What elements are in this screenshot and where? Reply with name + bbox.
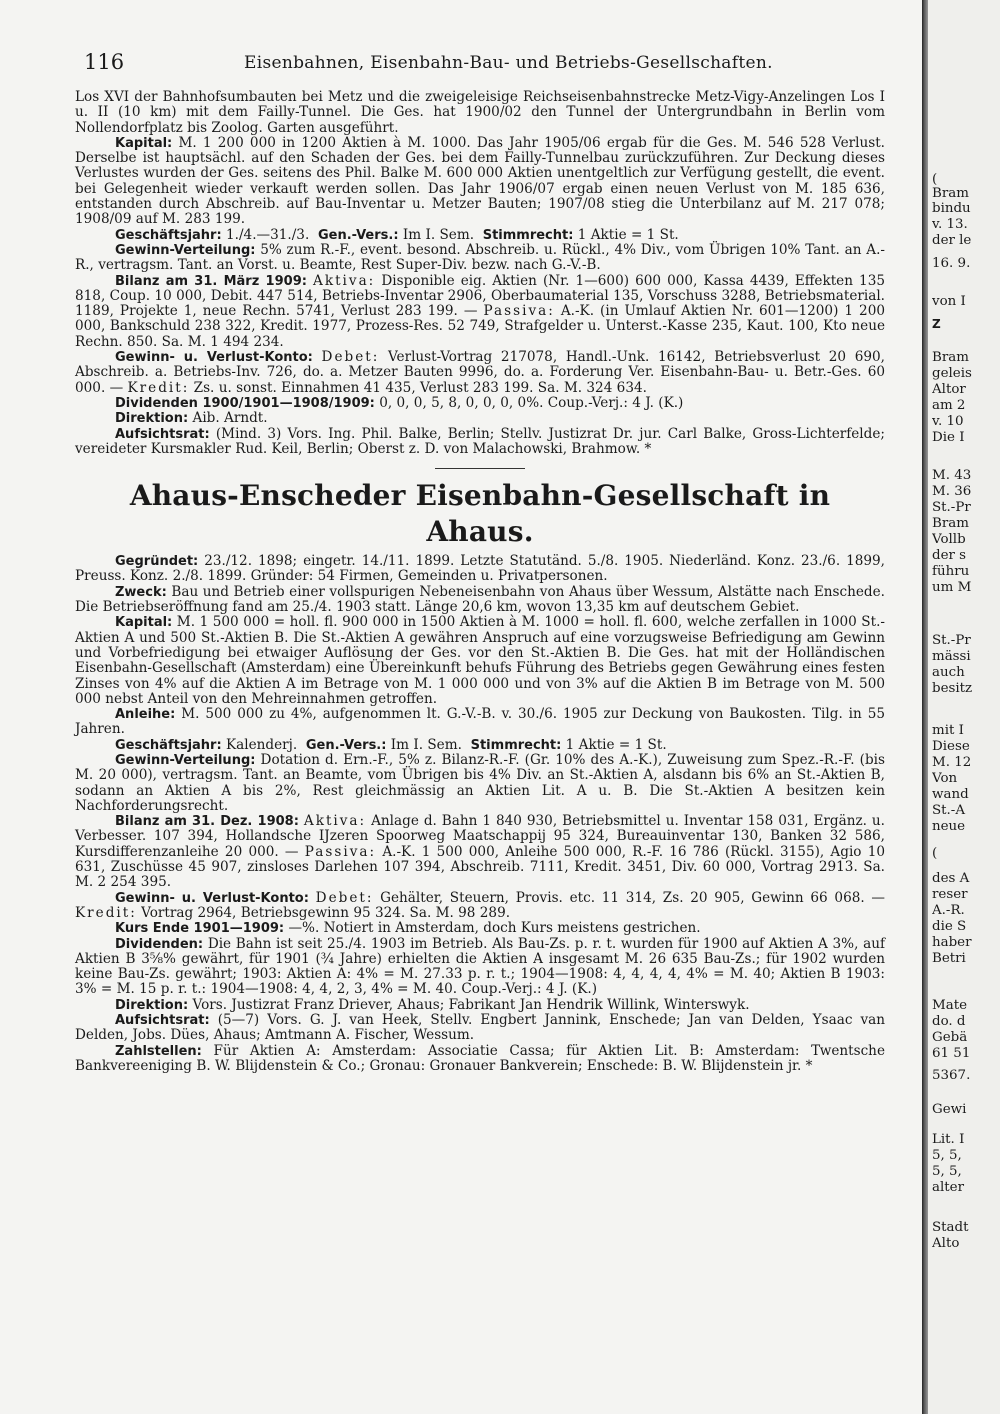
prev-dividenden (75, 396, 885, 411)
prev-guv (75, 350, 885, 396)
aktiva-word: Aktiva: (303, 813, 367, 830)
value: Gehälter, Steuern, Provis. etc. 11 314, Zs. 20 905, Gewinn 66 068. — (380, 889, 886, 906)
page-header (84, 50, 904, 82)
facing-fragment: ( (932, 846, 938, 861)
facing-fragment: neue (932, 819, 966, 834)
value: 5% zum R.-F., event. besond. Abschreib. u. Rückl., 4% Div., vom Übrigen 10% Tant. an A.-R., vertragsm. Tant. an Vorst. u. Beamte, Rest Super-Div. bezw. nach G.-V.-B. (75, 241, 885, 274)
value: Dotation d. Ern.-F., 5% z. Bilanz-R.-F. (Gr. 10% des A.-K.), Zuweisung zum Spez.-R.-F. (bis M. 20 000), vertragsm. Tant. an Beamte, vom Übrigen bis 4% Div. an St.-Aktien A, alsdann bis 6% an St.-Aktien B, sodann an Aktien A bis 2%, Rest gleichmässig an Aktien Lit. A u. B. Die St.-Aktien A besitzen kein Nachforderungsrecht. (75, 751, 885, 814)
facing-fragment: am 2 (932, 398, 966, 413)
facing-fragment: um M (932, 580, 972, 595)
kurs (75, 921, 885, 936)
label: Gegründet: (115, 554, 199, 570)
main-column (75, 90, 885, 1074)
facing-fragment: mässi (932, 649, 971, 664)
passiva-word: Passiva: (304, 843, 377, 860)
value: Zs. u. sonst. Einnahmen 41 435, Verlust 283 199. Sa. M. 324 634. (193, 379, 647, 396)
facing-fragment: Stadt (932, 1220, 969, 1235)
value: 1 Aktie = 1 St. (577, 226, 679, 243)
facing-fragment: von I (932, 294, 966, 309)
facing-fragment: Mate (932, 998, 968, 1013)
value: A.-K. 1 500 000, Anleihe 500 000, R.-F. 16 786 (Rückl. 3155), Agio 10 631, Zuschüsse 45 907, zinsloses Darlehen 107 394, Abschreib. 7111, Kredit. 3451, Div. 60 000, Vortrag 2913. Sa. M. 2 254 395. (75, 843, 886, 891)
value: 1./4.—31./3. (226, 226, 310, 243)
value: Anlage d. Bahn 1 840 930, Betriebsmittel u. Inventar 158 031, Ergänz. u. Verbesser. 107 394, Hollandsche IJzeren Spoorweg Maatschappij 95 324, Bureauinventar 130, Banken 32 586, Kursdifferenzanleihe 20 000. — (75, 813, 885, 860)
facing-fragment: Gewi (932, 1102, 967, 1117)
debet-word: Debet: (315, 889, 374, 906)
facing-fragment: reser (932, 887, 968, 902)
facing-fragment: alter (932, 1180, 964, 1195)
label: Zweck: (115, 584, 167, 600)
label: Aufsichtsrat: (115, 426, 210, 442)
label: Direktion: (115, 997, 189, 1013)
value: Vors. Justizrat Franz Driever, Ahaus; Fabrikant Jan Hendrik Willink, Winterswyk. (192, 996, 750, 1013)
value: 1 Aktie = 1 St. (565, 736, 667, 753)
facing-fragment: M. 36 (932, 484, 972, 499)
facing-fragment: Von (932, 771, 958, 786)
value: —%. Notiert in Amsterdam, doch Kurs meistens gestrichen. (288, 920, 701, 937)
prev-aufsichtsrat (75, 427, 885, 458)
prev-direktion (75, 411, 885, 426)
direktion (75, 998, 885, 1013)
anleihe (75, 707, 885, 738)
label: Kapital: (115, 135, 173, 151)
label: Bilanz am 31. März 1909: (115, 273, 307, 289)
zahlstellen (75, 1044, 885, 1075)
value: (Mind. 3) Vors. Ing. Phil. Balke, Berlin; Stellv. Justizrat Dr. jur. Carl Balke, Gross-Lichterfelde; vereideter Kursmakler Rud. Keil, Berlin; Oberst z. D. von Malachowski, Brahmow. * (75, 425, 885, 457)
bilanz (75, 814, 885, 890)
facing-fragment: Z (932, 317, 941, 331)
label: Gewinn-Verteilung: (115, 752, 256, 768)
facing-fragment: 16. 9. (932, 256, 971, 271)
facing-fragment: Altor (932, 382, 966, 397)
value: Bau und Betrieb einer vollspurigen Nebeneisenbahn von Ahaus über Wessum, Alstätte nach Enschede. Die Betriebseröffnung fand am 25./4. 1903 statt. Länge 20,6 km, wovon 13,35 km auf deutschem Gebiet. (75, 583, 885, 616)
kapital (75, 615, 885, 707)
facing-fragment: St.-A (932, 803, 966, 818)
value: Im I. Sem. (390, 736, 462, 753)
value: 0, 0, 0, 5, 8, 0, 0, 0, 0%. Coup.-Verj.: 4 J. (K.) (379, 394, 684, 411)
facing-fragment: 5, 5, (932, 1164, 962, 1179)
facing-fragment: M. 12 (932, 755, 972, 770)
prev-bilanz (75, 274, 885, 350)
debet-word: Debet: (321, 349, 380, 366)
value: 23./12. 1898; eingetr. 14./11. 1899. Letzte Statutänd. 5./8. 1905. Niederländ. Konz. 23./6. 1899, Preuss. Konz. 2./8. 1899. Gründer: 54 Firmen, Gemeinden u. Privatpersonen. (75, 553, 886, 585)
kredit-word: Kredit: (75, 904, 137, 921)
value: Im I. Sem. (402, 226, 475, 243)
label: Zahlstellen: (115, 1043, 202, 1059)
facing-fragment: St.-Pr (932, 500, 971, 515)
facing-fragment: 5, 5, (932, 1148, 962, 1163)
guv (75, 891, 885, 922)
value: M. 1 200 000 in 1200 Aktien à M. 1000. Das Jahr 1905/06 ergab für die Ges. M. 546 528 Verlust. Derselbe ist hauptsächl. auf den Schaden der Ges. bei dem Failly-Tunnelbau zurückzuführen. Zur Deckung dieses Verlustes wurden der Ges. seitens des Phil. Balke M. 600 000 Aktien unentgeltlich zur Verfügung gestellt, die event. bei Gelegenheit wieder verkauft werden sollen. Das Jahr 1906/07 ergab einen neuen Verlust von M. 185 636, entstanden durch Abschreib. auf Bau-Inventar u. Metzer Bauten; 1907/08 stieg die Unterbilanz auf M. 217 078; 1908/09 auf M. 283 199. (75, 134, 885, 228)
dividenden (75, 937, 885, 998)
facing-fragment: des A (932, 871, 970, 886)
value: Verlust-Vortrag 217078, Handl.-Unk. 16142, Betriebsverlust 20 690, Abschreib. a. Betriebs-Inv. 726, do. a. Metzer Bauten 9996, do. a. Forderung Ver. Eisenbahn-Bau- u. Betr.-Ges. 60 000. — (75, 349, 885, 396)
prev-intro: Los XVI der Bahnhofsumbauten bei Metz und die zweigeleisige Reichseisenbahnstrecke Metz-Vigy-Anzelingen Los I u. II (10 km) mit dem Failly-Tunnel. Die Ges. hat 1900/02 den Tunnel der Untergrundbahn in Berlin vom Nollendorfplatz bis Zoolog. Garten ausgeführt. (75, 89, 885, 136)
value: Die Bahn ist seit 25./4. 1903 im Betrieb. Als Bau-Zs. p. r. t. wurden für 1900 auf Aktien A 3%, auf Aktien B 3⅝% gewährt, für 1901 (¾ Jahre) erhielten die Aktien A insgesamt M. 26 635 Bau-Zs.; für 1902 wurden keine Bau-Zs. gewährt; 1903: Aktien A: 4% = M. 27.33 p. r. t.; 1904—1908: 4, 4, 4, 4, 4% = M. 40; Aktien B 1903: 3% = M. 15 p. r. t.: 1904—1908: 4, 4, 2, 3, 4% = M. 40. Coup.-Verj.: 4 J. (K.) (75, 935, 885, 998)
prev-gewinn-verteilung (75, 243, 885, 274)
label: Stimmrecht: (470, 737, 562, 753)
facing-fragment: wand (932, 787, 969, 802)
label: Geschäftsjahr: (115, 227, 222, 243)
running-title: Eisenbahnen, Eisenbahn-Bau- und Betriebs-Gesellschaften. (244, 53, 773, 73)
facing-fragment: der le (932, 233, 972, 248)
label: Gewinn- u. Verlust-Konto: (115, 890, 309, 906)
value: M. 500 000 zu 4%, aufgenommen lt. G.-V.-B. v. 30./6. 1905 zur Deckung von Baukosten. Tilg. in 55 Jahren. (75, 706, 885, 738)
facing-fragment: Lit. I (932, 1132, 965, 1147)
value: A.-K. (in Umlauf Aktien Nr. 601—1200) 1 200 000, Bankschuld 238 322, Kredit. 1977, Prozess-Res. 52 749, Strafgelder u. Unterst.-Kasse 235, Kaut. 100, Kto neue Rechn. 850. Sa. M. 1 494 234. (75, 303, 885, 350)
label: Geschäftsjahr: (115, 737, 222, 753)
facing-fragment: führu (932, 564, 970, 579)
facing-fragment: Diese (932, 739, 970, 754)
prev-geschaeftsjahr (75, 228, 885, 243)
aufsichtsrat (75, 1013, 885, 1044)
label: Bilanz am 31. Dez. 1908: (115, 814, 299, 830)
facing-fragment: Bram (932, 186, 969, 201)
value: Aib. Arndt. (192, 410, 268, 427)
label: Dividenden 1900/1901—1908/1909: (115, 395, 375, 411)
label: Kapital: (115, 615, 173, 631)
passiva-word: Passiva: (483, 303, 555, 320)
facing-fragment: v. 13. (932, 217, 968, 232)
value: M. 1 500 000 = holl. fl. 900 000 in 1500 Aktien à M. 1000 = holl. fl. 600, welche zerfallen in 1000 St.-Aktien A und 500 St.-Aktien B. Die St.-Aktien A gewähren Anspruch auf eine vorzugsweise Befriedigung am Gewinn und Vorbefriedigung bei etwaiger Auflösung der Ges. vor den St.-Aktien B. Die Ges. hat mit der Holländischen Eisenbahn-Gesellschaft (Amsterdam) eine Übereinkunft behufs Führung des Betriebs gegen Gewährung eines festen Zinses von 4% auf die Aktien A im Betrage von M. 1 000 000 und von 3% auf die Aktien B im Betrage von M. 500 000 nebst Anteil von den Mehreinnahmen getroffen. (75, 614, 885, 707)
value: Kalenderj. (226, 736, 298, 753)
label: Kurs Ende 1901—1909: (115, 921, 285, 937)
facing-fragment: der s (932, 548, 967, 563)
label: Aufsichtsrat: (115, 1013, 210, 1029)
facing-fragment: auch (932, 665, 965, 680)
value: Für Aktien A: Amsterdam: Associatie Cassa; für Aktien Lit. B: Amsterdam: Twentsche Bankvereeniging B. W. Blijdenstein & Co.; Gronau: Gronauer Bankverein; Enschede: B. W. Blijdenstein jr. * (75, 1042, 885, 1074)
facing-fragment: Gebä (932, 1030, 968, 1045)
aktiva-word: Aktiva: (313, 272, 376, 289)
value: (5—7) Vors. G. J. van Heek, Stellv. Engbert Jannink, Enschede; Jan van Delden, Ysaac van Delden, Jobs. Dües, Ahaus; Amtmann A. Fischer, Wessum. (75, 1012, 885, 1044)
value: Disponible eig. Aktien (Nr. 1—600) 600 000, Kassa 4439, Effekten 135 818, Coup. 10 000, Debit. 447 514, Betriebs-Inventar 2906, Oberbaumaterial 135, Vorschuss 3288, Betriebsmaterial. 1189, Projekte 1, neue Rechn. 5741, Verlust 283 199. — (75, 272, 885, 320)
label: Gewinn- u. Verlust-Konto: (115, 350, 313, 366)
prev-kapital (75, 136, 885, 228)
facing-fragment: Alto (932, 1236, 960, 1251)
facing-page-edge (922, 0, 1000, 1414)
gegruendet (75, 554, 885, 585)
facing-fragment: A.-R. (932, 903, 965, 918)
facing-fragment: Betri (932, 951, 966, 966)
facing-fragment: haber (932, 935, 972, 950)
page-fold-shadow (922, 0, 928, 1414)
label: Anleihe: (115, 707, 176, 723)
facing-fragment: Bram (932, 350, 969, 365)
gewinn-verteilung (75, 753, 885, 814)
kredit-word: Kredit: (127, 379, 190, 396)
label: Direktion: (115, 411, 189, 427)
zweck (75, 585, 885, 616)
facing-fragment: M. 43 (932, 468, 972, 483)
facing-fragment: Bram (932, 516, 969, 531)
section-title: Ahaus-Enscheder Eisenbahn-Gesellschaft in Ahaus. (129, 479, 831, 549)
label: Gewinn-Verteilung: (115, 242, 256, 258)
facing-fragment: mit I (932, 723, 964, 738)
facing-fragment: bindu (932, 201, 971, 216)
label: Stimmrecht: (482, 227, 574, 243)
label: Dividenden: (115, 936, 204, 952)
page-number: 116 (84, 50, 125, 74)
facing-fragment: 5367. (932, 1068, 971, 1083)
facing-fragment: do. d (932, 1014, 966, 1029)
facing-fragment: die S (932, 919, 967, 934)
label: Gen.-Vers.: (305, 737, 387, 753)
facing-fragment: v. 10 (932, 414, 964, 429)
geschaeftsjahr (75, 738, 885, 753)
label: Gen.-Vers.: (317, 227, 399, 243)
facing-fragment: besitz (932, 681, 973, 696)
facing-fragment: Die I (932, 430, 965, 445)
facing-fragment: geleis (932, 366, 972, 381)
facing-fragment: Vollb (932, 532, 966, 547)
value: Vortrag 2964, Betriebsgewinn 95 324. Sa. M. 98 289. (141, 904, 511, 921)
facing-fragment: ( (932, 172, 938, 187)
section-divider (435, 468, 525, 469)
facing-fragment: St.-Pr (932, 633, 971, 648)
facing-fragment: 61 51 (932, 1046, 971, 1061)
